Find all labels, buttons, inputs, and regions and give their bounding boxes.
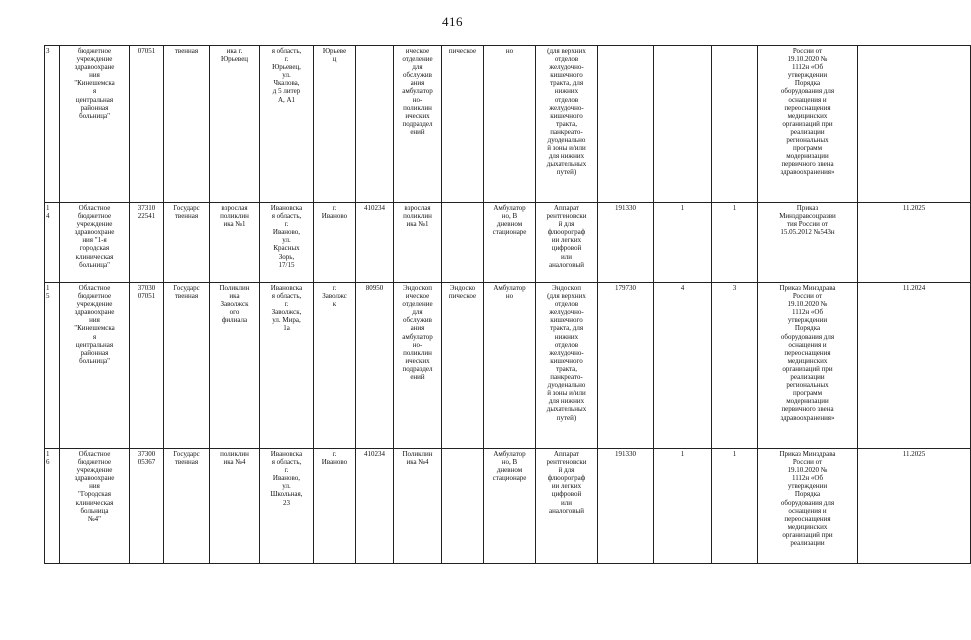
cell-date: 11.2025 [858,449,971,564]
table-row [45,203,971,283]
table-row [45,283,971,449]
cell-profile [442,203,484,283]
cell-division: взрослая поликлин ика №1 [210,203,260,283]
cell-dept: ическое отделение для обслужив ания амбулатор но- поликлин ических подраздел ений [394,46,442,203]
cell-qty1: 1 [654,449,712,564]
cell-conditions: Амбулатор но, В дневном стационаре [484,449,536,564]
cell-qty1 [654,46,712,203]
cell-equipment: Аппарат рентгеновски й для флюорограф ии легких цифровой или аналоговый [536,449,598,564]
cell-ownership: твенная [164,46,210,203]
cell-oktmo: 410234 [356,203,394,283]
cell-ownership: Государс твенная [164,203,210,283]
cell-dept: Поликлин ика №4 [394,449,442,564]
cell-code: 37030 07051 [130,283,164,449]
cell-conditions: Амбулатор но, В дневном стационаре [484,203,536,283]
cell-order: Приказ Минздрава России от 19.10.2020 № 1112н «Об утверждении Порядка оборудования для оснащения и переоснащения медицинских организаций при реализации региональных программ модернизации первичного звена здравоохранения» [758,283,858,449]
cell-locality: Юрьеве ц [314,46,356,203]
cell-address: Ивановска я область, г. Иваново, ул. Красных Зорь, 17/15 [260,203,314,283]
cell-oktmo [356,46,394,203]
table-body [45,46,971,564]
cell-org: Областное бюджетное учреждение здравоохране ния "Городская клиническая больница №4" [60,449,130,564]
cell-num: 1 5 [45,283,60,449]
cell-equipment: (для верхних отделов желудочно- кишечного тракта, для нижних отделов желудочно- кишечного тракта, панкреато- дуоденально й зоны и/или для нижних дыхательных путей) [536,46,598,203]
cell-profile: Эндоско пическое [442,283,484,449]
cell-division: Поликлин ика Заволжск ого филиала [210,283,260,449]
cell-conditions: но [484,46,536,203]
cell-date: 11.2024 [858,283,971,449]
cell-num: 3 [45,46,60,203]
cell-oktmo: 410234 [356,449,394,564]
cell-code: 37310 22541 [130,203,164,283]
cell-order: России от 19.10.2020 № 1112н «Об утверждении Порядка оборудования для оснащения и переоснащения медицинских организаций при реализации региональных программ модернизации первичного звена здравоохранения» [758,46,858,203]
cell-dept: Эндоскоп ическое отделение для обслужив ания амбулатор но- поликлин ических подраздел ений [394,283,442,449]
cell-date [858,46,971,203]
cell-nkmi: 179730 [598,283,654,449]
cell-address: Ивановска я область, г. Иваново, ул. Школьная, 23 [260,449,314,564]
cell-org: Областное бюджетное учреждение здравоохране ния "1-я городская клиническая больница" [60,203,130,283]
cell-qty1: 1 [654,203,712,283]
cell-equipment: Аппарат рентгеновски й для флюорограф ии легких цифровой или аналоговый [536,203,598,283]
cell-division: поликлин ика №4 [210,449,260,564]
cell-qty2: 1 [712,203,758,283]
cell-ownership: Государс твенная [164,283,210,449]
cell-address: я область, г. Юрьевец, ул. Чкалова, д 5 литер А, А1 [260,46,314,203]
cell-address: Ивановска я область, г. Заволжск, ул. Мира, 1а [260,283,314,449]
cell-num: 1 4 [45,203,60,283]
cell-org: бюджетное учреждение здравоохране ния "Кинешемска я центральная районная больница" [60,46,130,203]
table-row [45,46,971,203]
cell-nkmi: 191330 [598,449,654,564]
cell-qty2 [712,46,758,203]
cell-profile [442,449,484,564]
cell-division: ика г. Юрьевец [210,46,260,203]
cell-locality: г. Иваново [314,449,356,564]
cell-equipment: Эндоскоп (для верхних отделов желудочно- кишечного тракта, для нижних отделов желудочно- кишечного тракта, панкреато- дуоденально й зоны и/или для нижних дыхательных путей) [536,283,598,449]
cell-dept: взрослая поликлин ика №1 [394,203,442,283]
cell-qty2: 1 [712,449,758,564]
cell-profile: пическое [442,46,484,203]
page-number: 416 [442,14,463,29]
cell-nkmi [598,46,654,203]
cell-code: 07051 [130,46,164,203]
cell-order: Приказ Минздрава России от 19.10.2020 № 1112н «Об утверждении Порядка оборудования для оснащения и переоснащения медицинских организаций при реализации [758,449,858,564]
cell-conditions: Амбулатор но [484,283,536,449]
cell-date: 11.2025 [858,203,971,283]
cell-org: Областное бюджетное учреждение здравоохране ния "Кинешемска я центральная районная больница" [60,283,130,449]
cell-qty2: 3 [712,283,758,449]
cell-ownership: Государс твенная [164,449,210,564]
cell-oktmo: 80950 [356,283,394,449]
table-row [45,449,971,564]
cell-locality: г. Иваново [314,203,356,283]
cell-num: 1 6 [45,449,60,564]
cell-nkmi: 191330 [598,203,654,283]
cell-locality: г. Заволжс к [314,283,356,449]
cell-qty1: 4 [654,283,712,449]
equipment-table [44,45,971,564]
cell-order: Приказ Минздравсоцразви тия России от 15.05.2012 №543н [758,203,858,283]
cell-code: 37300 05367 [130,449,164,564]
